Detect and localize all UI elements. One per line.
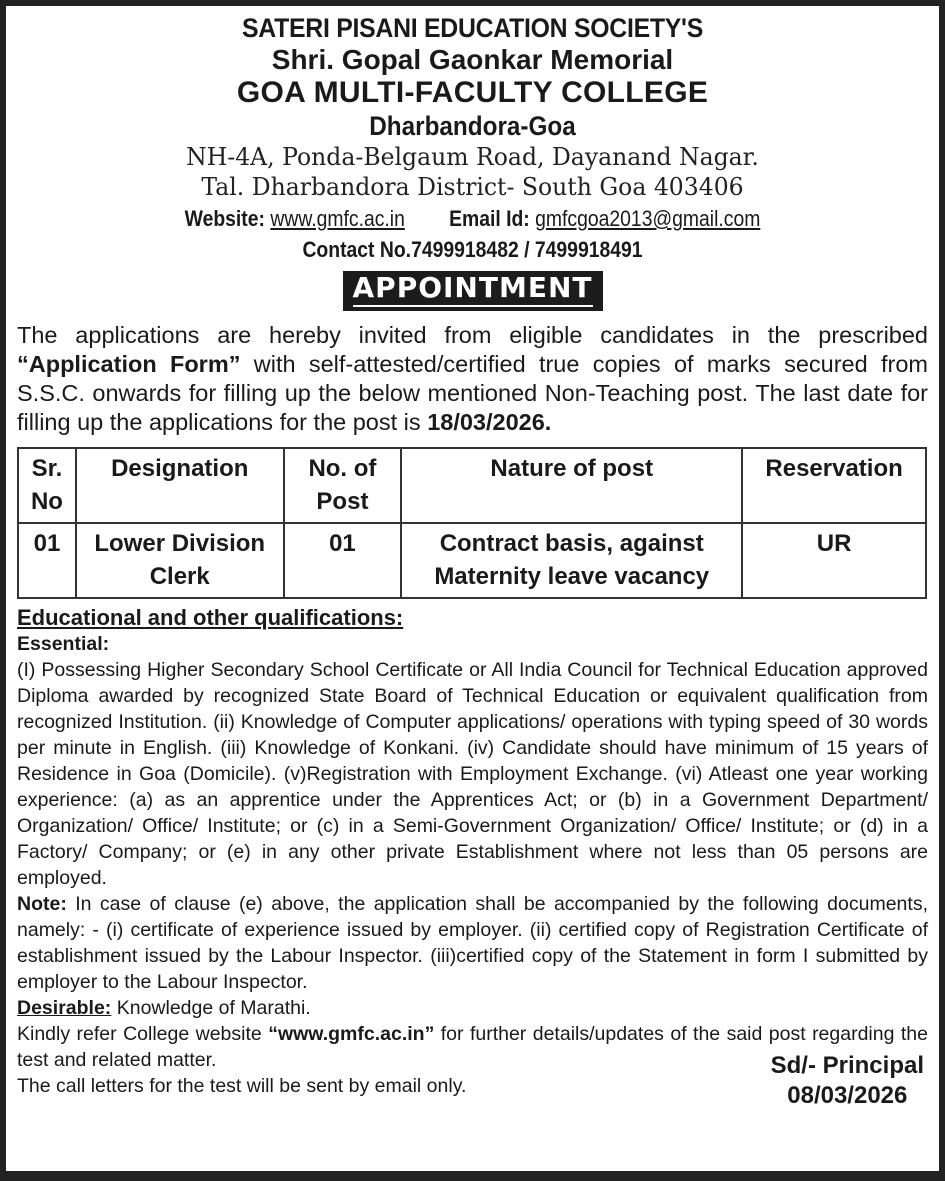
title-badge — [343, 271, 603, 311]
cell-designation: Lower Division Clerk — [76, 523, 284, 598]
college-name: GOA MULTI-FACULTY COLLEGE — [236, 76, 709, 109]
intro-text-2: with self-attested/certified true copies of marks secured from S.S.C. onwards for filling up the below mentioned Non-Teaching post. The last date for filling up the applications for the post is — [17, 351, 928, 435]
qualifications-section — [17, 605, 928, 1109]
intro-paragraph — [17, 321, 928, 437]
call-letters-text: The call letters for the test will be sent by email only. — [17, 1075, 467, 1097]
title-badge-wrap — [6, 271, 939, 315]
col-header-sr-no: Sr. No — [18, 448, 76, 523]
intro-text-1: The applications are hereby invited from eligible candidates in the prescribed — [17, 322, 928, 348]
email-link[interactable]: gmfcgoa2013@gmail.com — [535, 206, 761, 231]
society-name: SATERI PISANI EDUCATION SOCIETY'S — [241, 13, 703, 43]
table-row — [18, 523, 926, 598]
web-email-line — [62, 202, 883, 236]
refer-text-2: for further details/updates of the said post regarding the test and related matter. — [17, 1023, 928, 1071]
title-text: APPOINTMENT — [353, 273, 593, 307]
address-line-2: Tal. Dharbandora District- South Goa 403406 — [201, 173, 744, 201]
cell-sr-no: 01 — [18, 523, 76, 598]
signature-date: 08/03/2026 — [787, 1082, 908, 1109]
memorial-name: Shri. Gopal Gaonkar Memorial — [271, 44, 674, 75]
essential-text: (I) Possessing Higher Secondary School Certificate or All India Council for Technical Education approved Diploma awarded by recognized State Board of Technical Education or equivalent qualification from recognized Institution. (ii) Knowledge of Computer applications/ operations with typing speed of 30 words per minute in English. (iii) Knowledge of Konkani. (iv) Candidate should have minimum of 15 years of Residence in Goa (Domicile). (v)Registration with Employment Exchange. (vi) Atleast one year working experience: (a) as an apprentice under the Apprentices Act; or (b) in a Government Department/ Organization/ Office/ Institute; or (c) in a Semi-Government Organization/ Office/ Institute; or (d) in a Factory/ Company; or (e) in any other private Establishment where not less than 05 persons are employed. — [17, 659, 928, 889]
application-form-name: “Application Form” — [17, 351, 241, 377]
essential-label: Essential: — [17, 633, 110, 655]
posts-table — [17, 447, 927, 599]
desirable-text: Knowledge of Marathi. — [111, 997, 311, 1019]
table-header-row — [18, 448, 926, 523]
signature-block — [771, 1051, 924, 1111]
contact-numbers: Contact No.7499918482 / 7499918491 — [302, 237, 643, 262]
refer-website[interactable]: “www.gmfc.ac.in” — [268, 1023, 435, 1045]
col-header-reservation: Reservation — [742, 448, 926, 523]
note-label: Note: — [17, 893, 67, 915]
website-label: Website: — [184, 206, 265, 231]
note-block — [17, 891, 928, 995]
desirable-label: Desirable: — [17, 997, 112, 1019]
cell-no-of-post: 01 — [284, 523, 402, 598]
col-header-no-of-post: No. of Post — [284, 448, 402, 523]
col-header-nature-of-post: Nature of post — [401, 448, 742, 523]
signature: Sd/- Principal — [770, 1052, 924, 1079]
website-link[interactable]: www.gmfc.ac.in — [270, 206, 405, 231]
footer-row — [17, 1021, 928, 1109]
note-text: In case of clause (e) above, the application shall be accompanied by the following documents, namely: - (i) certificate of experience issued by employer. (ii) certified copy of Registration Certificate of establishment issued by the Labour Inspector. (iii)certified copy of the Statement in form I submitted by employer to the Labour Inspector. — [17, 893, 928, 993]
last-date: 18/03/2026. — [427, 409, 552, 435]
address-line-1: NH-4A, Ponda-Belgaum Road, Dayanand Nagar. — [186, 143, 759, 171]
college-location: Dharbandora-Goa — [369, 111, 576, 141]
refer-text-1: Kindly refer College website — [17, 1023, 269, 1045]
desirable-block — [17, 995, 928, 1021]
email-label: Email Id: — [449, 206, 530, 231]
cell-reservation: UR — [742, 523, 926, 598]
cell-nature-of-post: Contract basis, against Maternity leave vacancy — [401, 523, 742, 598]
advertisement-page — [6, 6, 939, 1171]
col-header-designation: Designation — [76, 448, 284, 523]
qualifications-heading: Educational and other qualifications: — [17, 605, 404, 630]
